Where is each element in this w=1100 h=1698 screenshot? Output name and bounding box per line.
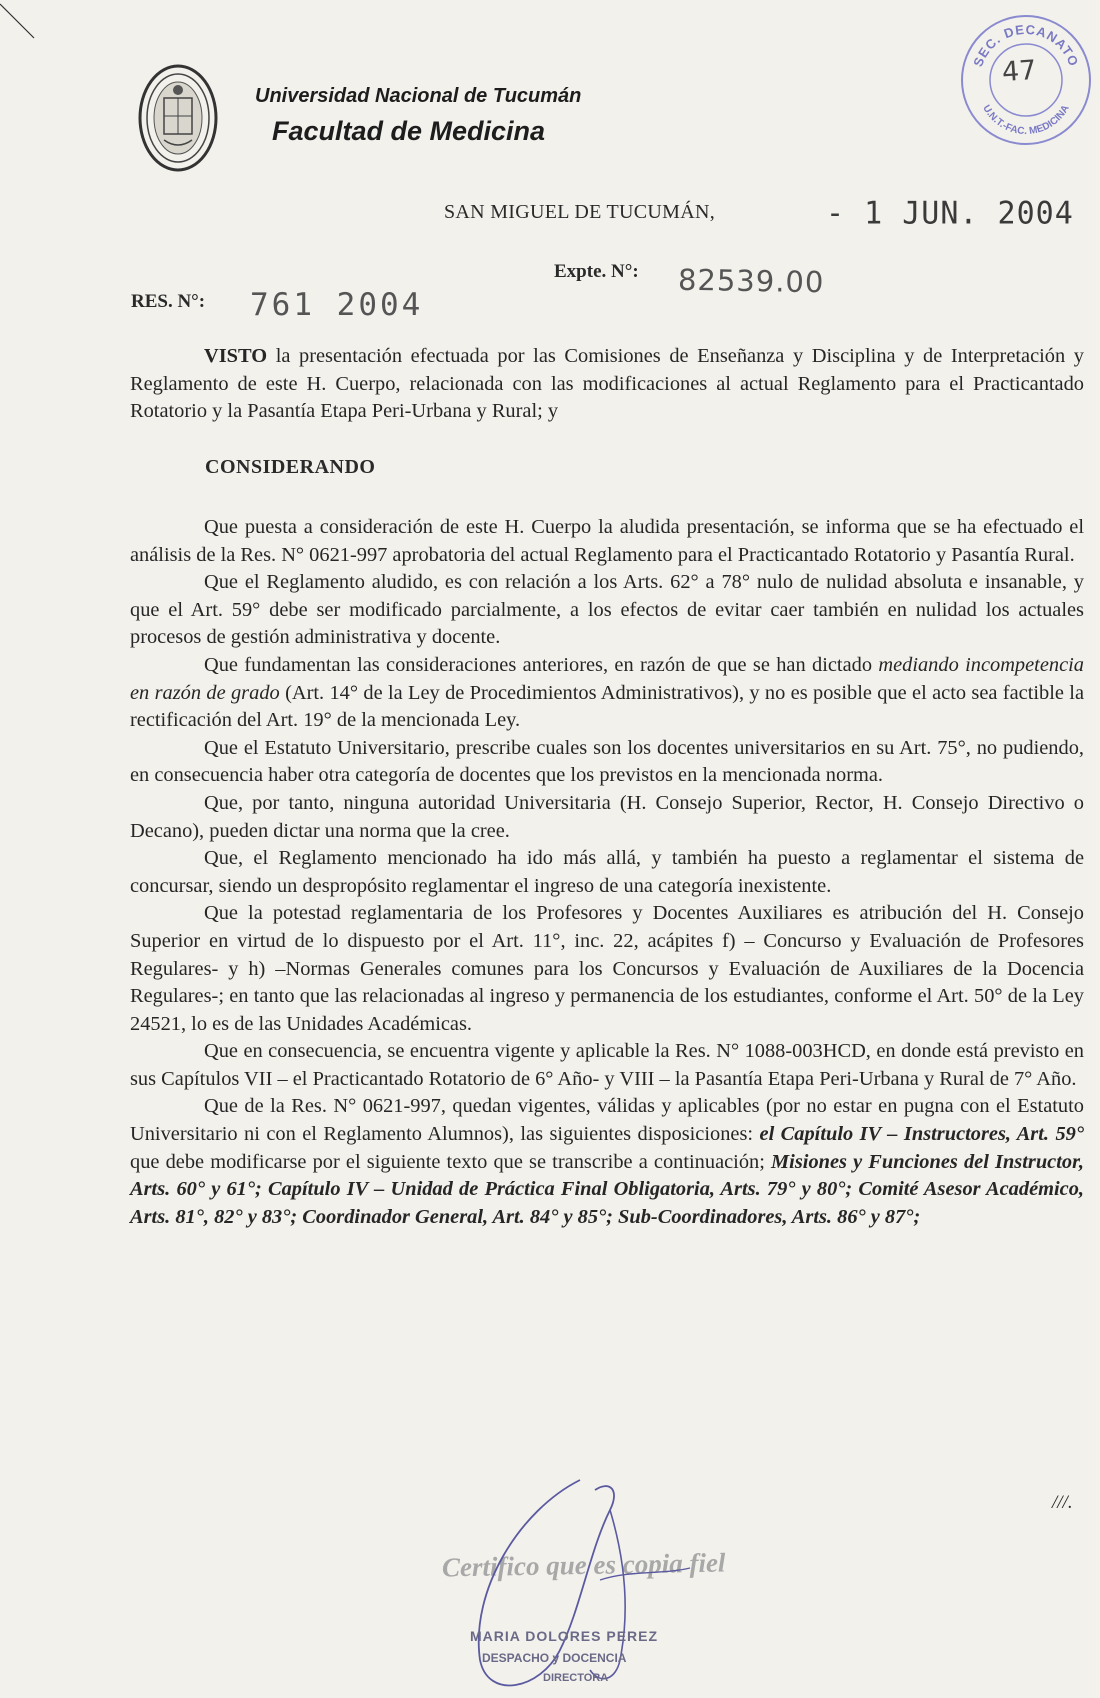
continuation-mark: ///. <box>1052 1492 1073 1513</box>
paragraph-9-bold-2: Misiones y Funciones del Instructor, Arts. 60° y 61°; Capítulo IV – Unidad de Práctica Final Obligatoria, Arts. 79° y 80°; Comité Asesor Académico, Arts. 81°, 82° y 83°; Coordinador General, Art. 84° y 85°; Sub-Coordinadores, Arts. 86° y 87°; <box>130 1150 1084 1228</box>
expediente-label: Expte. N°: <box>554 261 639 282</box>
signer-role: DIRECTORA <box>543 1672 609 1684</box>
paragraph-3-end: (Art. 14° de la Ley de Procedimientos Administrativos), y no es posible que el acto sea factible la rectificación del Art. 19° de la mencionada Ley. <box>130 681 1084 732</box>
considerando-heading: CONSIDERANDO <box>205 456 376 478</box>
paragraph-7: Que la potestad reglamentaria de los Profesores y Docentes Auxiliares es atribución del H. Consejo Superior en virtud de lo dispuesto por el Art. 11°, inc. 22, acápites f) – Concurso y Evaluación de Profesores Regulares- y h) –Normas Generales comunes para los Concursos y Evaluación de Auxiliares de la Docencia Regulares-; en tanto que las relacionadas al ingreso y permanencia de los estudiantes, conforme el Art. 50° de la Ley 24521, lo es de las Unidades Académicas. <box>130 902 1084 1035</box>
paragraph-5: Que, por tanto, ninguna autoridad Universitaria (H. Consejo Superior, Rector, H. Consejo Directivo o Decano), pueden dictar una norma que la cree. <box>130 791 1084 842</box>
paragraph-1: Que puesta a consideración de este H. Cuerpo la aludida presentación, se informa que se ha efectuado el análisis de la Res. N° 0621-997 aprobatoria del actual Reglamento para el Practicantado Rotatorio y Pasantía Rural. <box>130 516 1084 566</box>
considerando-body <box>130 514 1084 1231</box>
paragraph-6: Que, el Reglamento mencionado ha ido más allá, y también ha puesto a reglamentar el sistema de concursar, siendo un despropósito reglamentar el ingreso de una categoría inexistente. <box>130 847 1084 897</box>
paragraph-9-bold-1: el Capítulo IV – Instructores, Art. 59° <box>759 1123 1085 1146</box>
paragraph-9 <box>130 1093 1084 1231</box>
date-stamp: - 1 JUN. 2004 <box>826 195 1074 232</box>
resolution-label: RES. N°: <box>131 291 206 312</box>
paragraph-3 <box>130 652 1084 735</box>
university-name: Universidad Nacional de Tucumán <box>255 85 582 107</box>
visto-lead: VISTO <box>204 345 268 367</box>
scan-corner-mark <box>0 0 40 40</box>
paragraph-9-middle: que debe modificarse por el siguiente texto que se transcribe a continuación; <box>130 1150 772 1173</box>
paragraph-2: Que el Reglamento aludido, es con relación a los Arts. 62° a 78° nulo de nulidad absoluta e insanable, y que el Art. 59° debe ser modificado parcialmente, a los efectos de evitar caer también en nulidad los actuales procesos de gestión administrativa y docente. <box>130 571 1084 649</box>
university-seal-icon <box>138 64 218 172</box>
visto-paragraph <box>130 343 1084 426</box>
paragraph-9-start: Que de la Res. N° 0621-997, quedan vigentes, válidas y aplicables (por no estar en pugna con el Estatuto Universitario ni con el Reglamento Alumnos), las siguientes disposiciones: <box>130 1095 1084 1146</box>
stamp-bottom-text: U.N.T.-FAC. MEDICINA <box>980 103 1072 138</box>
paragraph-8: Que en consecuencia, se encuentra vigente y aplicable la Res. N° 1088-003HCD, en donde está previsto en sus Capítulos VII – el Practicantado Rotatorio de 6° Año- y VIII – la Pasantía Etapa Peri-Urbana y Rural de 7° Año. <box>130 1040 1084 1090</box>
paragraph-3-emphasis: mediando incompetencia en razón de grado <box>130 653 1084 704</box>
svg-text:U.N.T.-FAC. MEDICINA <box>980 103 1071 137</box>
folio-number: 47 <box>1000 54 1038 89</box>
faculty-name: Facultad de Medicina <box>272 116 546 146</box>
stamp-top-text: SEC. DECANATO <box>970 21 1082 69</box>
paragraph-4: Que el Estatuto Universitario, prescribe cuales son los docentes universitarios en su Art. 75°, no pudiendo, en consecuencia haber otra categoría de docentes que los previstos en la mencionada norma. <box>130 736 1084 787</box>
resolution-number: 761 2004 <box>250 287 424 323</box>
visto-text: la presentación efectuada por las Comisiones de Enseñanza y Disciplina y de Interpretación y Reglamento de este H. Cuerpo, relacionada con las modificaciones al actual Reglamento para el Practicantado Rotatorio y la Pasantía Etapa Peri-Urbana y Rural; y <box>130 345 1084 423</box>
place-label: SAN MIGUEL DE TUCUMÁN, <box>444 201 716 223</box>
paragraph-3-start: Que fundamentan las consideraciones anteriores, en razón de que se han dictado <box>204 653 879 676</box>
signer-department: DESPACHO y DOCENCIA <box>482 1651 627 1665</box>
expediente-number: 82539.00 <box>677 262 825 300</box>
certification-stamp: Certifico que es copia fiel <box>441 1547 726 1583</box>
signer-name: MARIA DOLORES PEREZ <box>470 1628 659 1644</box>
